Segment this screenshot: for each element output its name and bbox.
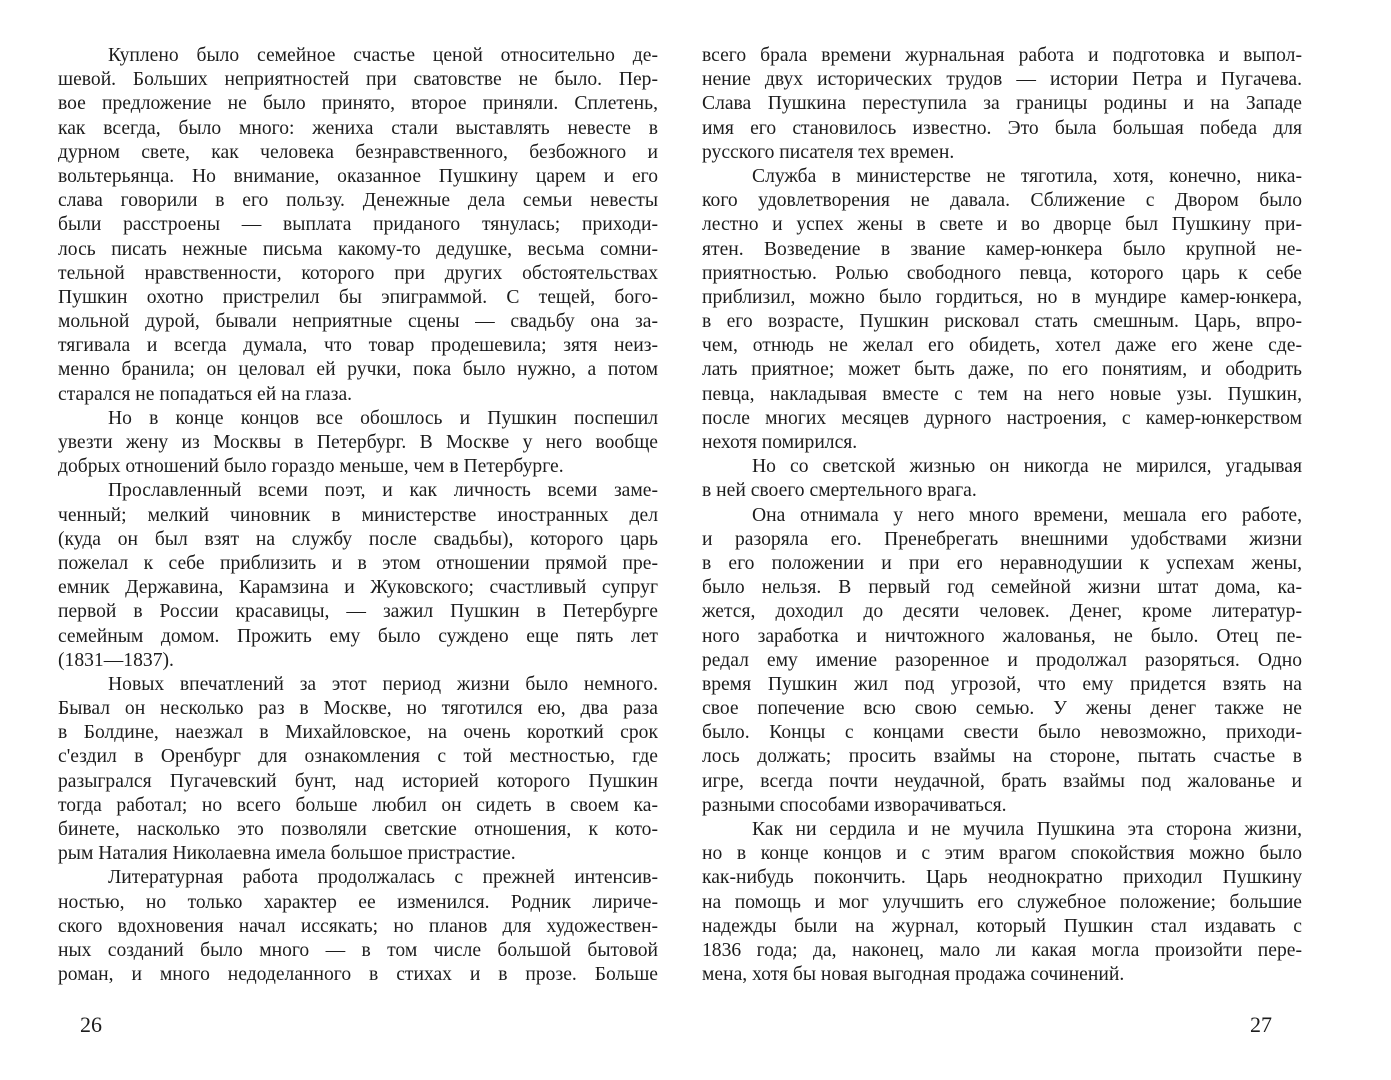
text-line: первой в России красавицы, — зажил Пушкин в Петербурге [58, 601, 658, 623]
text-line: чем, отнюдь не желал его обидеть, хотел даже его жене сде- [702, 335, 1302, 357]
text-line: тягивала и всегда думала, что товар продешевила; зятя неиз- [58, 335, 658, 357]
text-line: в Болдине, наезжал в Михайловское, на очень короткий срок [58, 722, 658, 744]
text-line: но в конце концов и с этим врагом спокойствия можно было [702, 843, 1302, 865]
right-page-number: 27 [1250, 1012, 1272, 1037]
text-line: игре, всегда почти неудачной, брать взаймы под жалованье и [702, 770, 1302, 792]
text-line: Куплено было семейное счастье ценой относительно де- [108, 45, 658, 66]
text-line: и разоряла его. Пренебрегать внешними удобствами жизни [702, 528, 1302, 550]
text-line: семейным домом. Прожить ему было суждено еще пять лет [58, 625, 658, 647]
text-line: емник Державина, Карамзина и Жуковского; счастливый супруг [58, 577, 658, 599]
text-line: Но со светской жизнью он никогда не мирился, угадывая [752, 456, 1302, 478]
text-line: было нельзя. В первый год семейной жизни штат дома, ка- [702, 577, 1302, 599]
text-line: ского вдохновения начал иссякать; но планов для художествен- [58, 915, 658, 937]
text-line: лать приятное; может быть даже, по его понятиям, и ободрить [702, 359, 1302, 381]
right-page-text [702, 44, 1302, 987]
text-line: лестно и успех жены в свете и во дворце был Пушкину при- [702, 214, 1302, 236]
text-line: дурном свете, как человека безнравственного, безбожного и [58, 141, 658, 163]
text-line: было. Концы с концами свести было невозможно, приходи- [702, 722, 1302, 744]
text-line: кого удовлетворения не давала. Сближение с Двором было [702, 190, 1302, 212]
text-line: приятностью. Ролью свободного певца, которого царь к себе [702, 262, 1302, 284]
text-line: мольной дурой, бывали неприятные сцены — свадьбу она за- [58, 311, 658, 333]
text-line: певца, накладывая вместе с тем на него новые узы. Пушкин, [702, 383, 1302, 405]
text-line: (куда он был взят на службу после свадьбы), которого царь [58, 528, 658, 550]
text-line: Прославленный всеми поэт, и как личность всеми заме- [108, 480, 658, 502]
text-line: как всегда, было много: жениха стали выставлять невесте в [58, 117, 658, 139]
text-line: Бывал он несколько раз в Москве, но тяготился ею, два раза [58, 698, 658, 720]
text-line: после многих месяцев дурного настроения, с камер-юнкерством [702, 407, 1302, 429]
text-line: увезти жену из Москвы в Петербург. В Москве у него вообще [58, 432, 658, 453]
text-line: редал ему имение разоренное и продолжал разоряться. Одно [702, 649, 1302, 671]
text-line: тогда работал; но всего больше любил он сидеть в своем ка- [58, 794, 658, 816]
text-line: Пушкин охотно пристрелил бы эпиграммой. С тещей, бого- [58, 286, 658, 308]
text-line: всего брала времени журнальная работа и подготовка и выпол- [702, 45, 1302, 66]
text-line: лось должать; просить взаймы на стороне, пытать счастье в [702, 746, 1302, 768]
text-line: в ней своего смертельного врага. [702, 480, 977, 502]
text-line: ного заработка и ничтожного жалованья, не было. Отец пе- [702, 625, 1302, 647]
text-line: ятен. Возведение в звание камер-юнкера было крупной не- [702, 238, 1302, 260]
left-page [58, 0, 678, 1080]
text-line: рым Наталия Николаевна имела большое пристрастие. [58, 843, 516, 865]
text-line: Но в конце концов все обошлось и Пушкин поспешил [108, 407, 658, 429]
text-line: слава говорили в его пользу. Денежные дела семьи невесты [58, 190, 658, 212]
left-page-text [58, 44, 658, 987]
text-line: бинете, насколько это позволяли светские отношения, к кото- [58, 819, 658, 840]
text-line: надежды были на журнал, который Пушкин стал издавать с [702, 915, 1302, 937]
text-line: мена, хотя бы новая выгодная продажа сочинений. [702, 964, 1125, 986]
text-line: ченный; мелкий чиновник в министерстве иностранных дел [58, 504, 658, 526]
text-line: 1836 года; да, наконец, мало ли какая могла произойти пере- [702, 939, 1302, 961]
text-line: шевой. Больших неприятностей при сватовстве не было. Пер- [58, 69, 658, 91]
text-line: ных созданий было много — в том числе большой бытовой [58, 939, 658, 961]
text-line: с'ездил в Оренбург для ознакомления с той местностью, где [58, 746, 658, 768]
text-line: жется, доходил до десяти человек. Денег, кроме литератур- [702, 601, 1302, 623]
text-line: роман, и много недоделанного в стихах и в прозе. Больше [58, 964, 658, 986]
text-line: менно бранила; он целовал ей ручки, пока было нужно, а потом [58, 359, 658, 381]
text-line: ностью, но только характер ее изменился. Родник лириче- [58, 891, 658, 913]
text-line: как-нибудь покончить. Царь неоднократно приходил Пушкину [702, 867, 1302, 889]
text-line: (1831—1837). [58, 649, 174, 671]
text-line: старался не попадаться ей на глаза. [58, 383, 353, 405]
text-line: Как ни сердила и не мучила Пушкина эта сторона жизни, [752, 819, 1302, 840]
text-line: вольтерьянца. Но внимание, оказанное Пушкину царем и его [58, 165, 658, 187]
text-line: Слава Пушкина переступила за границы родины и на Западе [702, 93, 1302, 115]
left-page-number: 26 [80, 1012, 102, 1037]
text-line: в его положении и при его неравнодушии к успехам жены, [702, 552, 1302, 574]
text-line: имя его становилось известно. Это была большая победа для [702, 117, 1302, 139]
text-line: Литературная работа продолжалась с прежней интенсив- [108, 867, 658, 889]
text-line: русского писателя тех времен. [702, 141, 955, 163]
text-line: приблизил, можно было гордиться, но в мундире камер-юнкера, [702, 286, 1302, 308]
text-line: в его возрасте, Пушкин рисковал стать смешным. Царь, впро- [702, 311, 1302, 333]
text-line: Новых впечатлений за этот период жизни было немного. [108, 673, 658, 695]
right-page [702, 0, 1322, 1080]
text-line: свое попечение всю свою семью. У жены денег также не [702, 698, 1302, 720]
text-line: нехотя помирился. [702, 432, 858, 453]
text-line: Она отнимала у него много времени, мешала его работе, [752, 504, 1302, 526]
text-line: время Пушкин жил под угрозой, что ему придется взять на [702, 673, 1302, 695]
text-line: были расстроены — выплата приданого тянулась; приходи- [58, 214, 658, 236]
text-line: лось писать нежные письма какому-то дедушке, весьма сомни- [58, 238, 658, 260]
text-line: нение двух исторических трудов — истории Петра и Пугачева. [702, 69, 1302, 91]
text-line: тельной нравственности, которого при других обстоятельствах [58, 262, 658, 284]
text-line: пожелал к себе приблизить и в этом отношении прямой пре- [58, 552, 658, 574]
text-line: вое предложение не было принято, второе приняли. Сплетень, [58, 93, 658, 115]
text-line: добрых отношений было гораздо меньше, чем в Петербурге. [58, 456, 564, 478]
text-line: Служба в министерстве не тяготила, хотя, конечно, ника- [752, 165, 1302, 187]
text-line: разными способами изворачиваться. [702, 794, 1007, 816]
text-line: разыгрался Пугачевский бунт, над историей которого Пушкин [58, 770, 658, 792]
text-line: на помощь и мог улучшить его служебное положение; большие [702, 891, 1302, 913]
